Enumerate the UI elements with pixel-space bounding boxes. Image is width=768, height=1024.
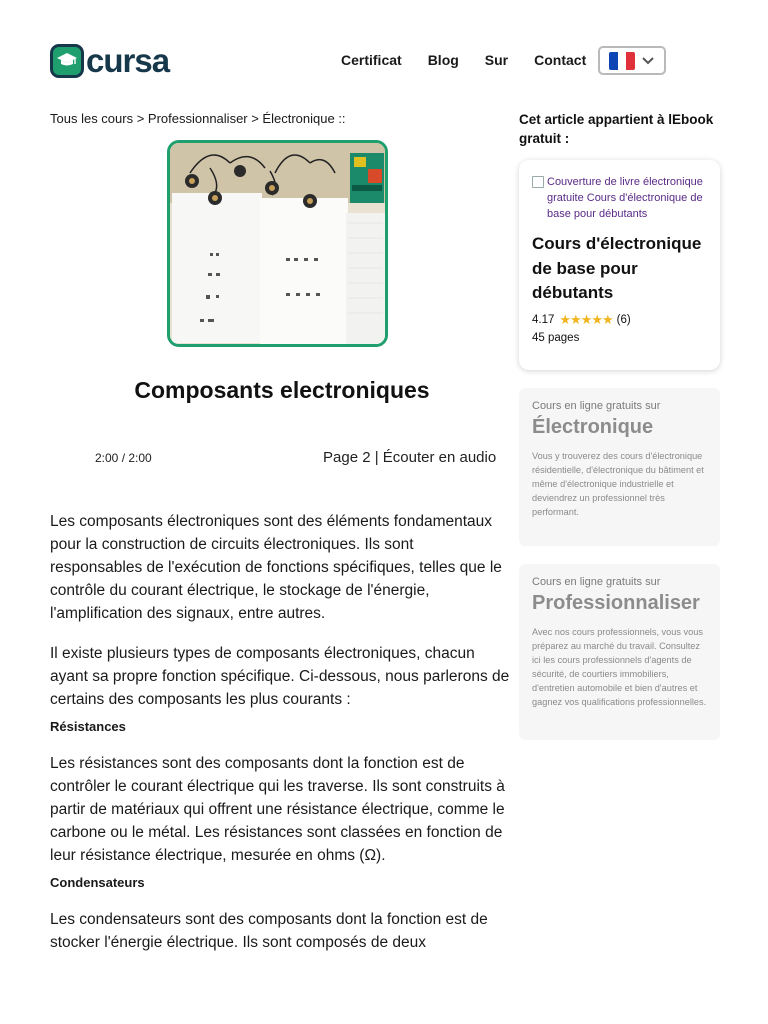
chevron-down-icon (641, 56, 655, 66)
paragraph: Les composants électroniques sont des éléments fondamentaux pour la construction de circuits électroniques. Ils sont responsables de l'exécution de fonctions spécifiques, telles que le contrôle du courant électrique, le stockage de l'énergie, l'amplification des signaux, entre autres. (50, 513, 502, 622)
review-count: (6) (616, 313, 631, 326)
listen-audio-label[interactable]: Page 2 | Écouter en audio (323, 449, 497, 466)
ebook-cover-image[interactable] (532, 174, 707, 222)
nav-sur[interactable]: Sur (484, 52, 509, 68)
main-nav (341, 52, 612, 68)
promo-kicker: Cours en ligne gratuits sur (532, 576, 661, 588)
ebook-card[interactable] (519, 160, 720, 370)
page-title: Composants electroniques (134, 377, 430, 403)
article-hero-image (167, 140, 388, 347)
promo-title: Électronique (532, 416, 654, 438)
promo-card-professionnaliser[interactable] (519, 564, 720, 740)
paragraph: Il existe plusieurs types de composants électroniques, chacun ayant sa propre fonction spécifique. Ci-dessous, nous parlerons de certains des composants les plus courants : (50, 645, 510, 708)
nav-contact[interactable]: Contact (534, 52, 587, 68)
promo-title: Professionnaliser (532, 592, 700, 614)
ebook-cover-alt-text: Couverture de livre électronique gratuite Cours d'électronique de base pour débutants (547, 176, 703, 220)
star-rating-icon: ★★★★★ (559, 311, 613, 327)
language-selector[interactable] (598, 46, 666, 75)
ebook-page-count: 45 pages (532, 331, 580, 344)
promo-description: Avec nos cours professionnels, vous vous préparez au marché du travail. Consultez ici les cours professionnels d'agents de sécurité, de courtiers immobiliers, d'entretien automobile et bien d'autres et gagnez vos qualifications professionnelles. (532, 627, 707, 707)
section-heading-condensateurs: Condensateurs (50, 875, 145, 890)
french-flag-icon (609, 52, 635, 70)
promo-card-electronique[interactable] (519, 388, 720, 546)
section-heading-resistances: Résistances (50, 719, 126, 734)
ebook-title[interactable]: Cours d'électronique de base pour débutants (532, 234, 702, 302)
promo-description: Vous y trouverez des cours d'électronique résidentielle, d'électronique du bâtiment et même d'électronique industrielle et deviendrez un professionnel très performant. (532, 451, 704, 517)
ebook-rating (532, 312, 707, 328)
paragraph: Les résistances sont des composants dont la fonction est de contrôler le courant électrique qui les traverse. Ils sont construits à partir de matériaux qui offrent une résistance électrique, comme le carbone ou le métal. Les résistances sont classées en fonction de leur résistance électrique, mesurée en ohms (Ω). (50, 755, 505, 864)
logo-text: cursa (86, 42, 170, 79)
nav-blog[interactable]: Blog (427, 52, 459, 68)
cursa-logo[interactable] (50, 44, 169, 78)
graduation-cap-icon (50, 44, 84, 78)
article-body (50, 510, 510, 954)
sidebar-intro: Cet article appartient à lEbook gratuit : (519, 112, 714, 146)
paragraph: Les condensateurs sont des composants dont la fonction est de stocker l'énergie électrique. Ils sont composés de deux (50, 911, 488, 951)
nav-certificat[interactable]: Certificat (341, 52, 402, 68)
audio-player-time[interactable]: 2:00 / 2:00 (95, 451, 152, 465)
breadcrumb[interactable]: Tous les cours > Professionnaliser > Électronique :: (50, 111, 346, 126)
broken-image-icon (532, 176, 544, 188)
rating-value: 4.17 (532, 313, 555, 326)
promo-kicker: Cours en ligne gratuits sur (532, 400, 661, 412)
site-header (0, 0, 768, 120)
